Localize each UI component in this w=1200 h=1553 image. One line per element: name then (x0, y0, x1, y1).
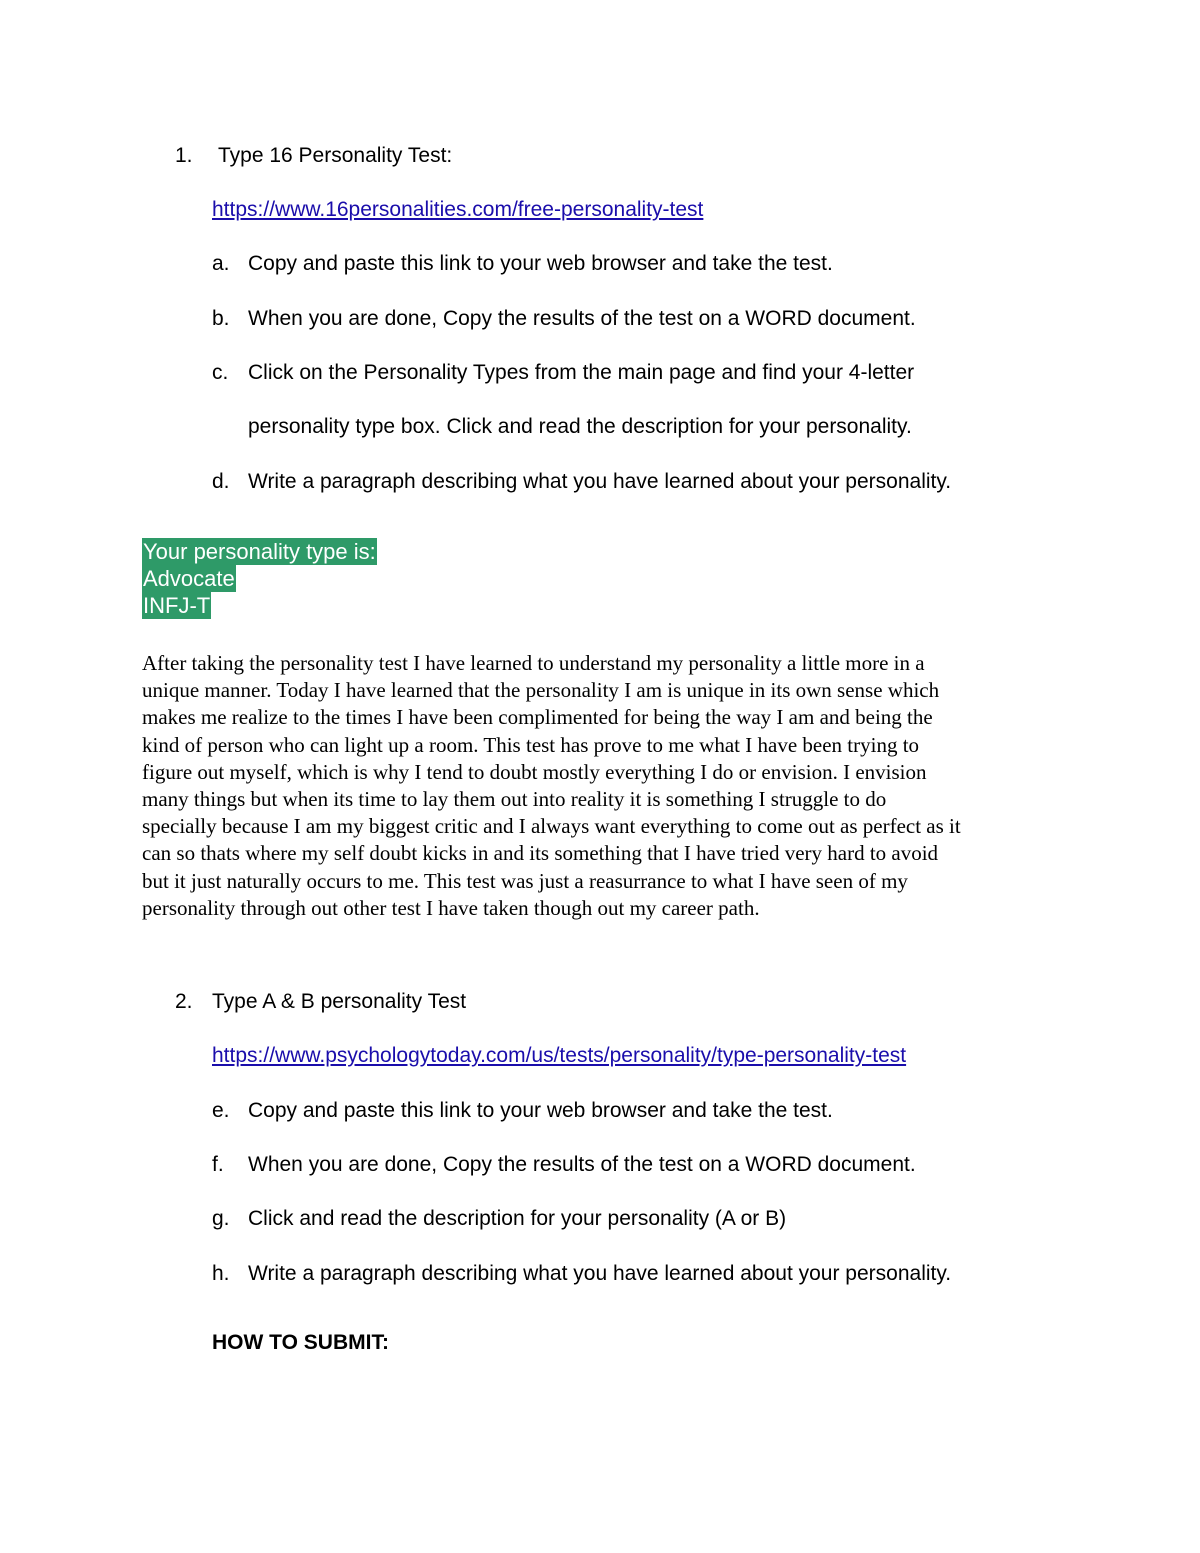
step-letter-a: a. (212, 252, 230, 275)
paragraph-line: After taking the personality test I have learned to understand my personality a little more in a (142, 651, 925, 675)
step-letter-f: f. (212, 1153, 224, 1176)
paragraph-line: but it just naturally occurs to me. This test was just a reasurrance to what I have seen of my (142, 868, 908, 893)
step-text-a: Copy and paste this link to your web browser and take the test. (248, 252, 833, 275)
paragraph-line: unique manner. Today I have learned that the personality I am is unique in its own sense which (142, 678, 940, 703)
step-text-e: Copy and paste this link to your web browser and take the test. (248, 1099, 833, 1122)
paragraph-line: specially because I am my biggest critic and I always want everything to come out as perfect as it (142, 814, 961, 839)
step-text-f: When you are done, Copy the results of the test on a WORD document. (248, 1153, 916, 1176)
step-letter-b: b. (212, 307, 230, 330)
paragraph-line: kind of person who can light up a room. This test has prove to me what I have been trying to (142, 732, 920, 757)
result-heading: Your personality type is: (143, 539, 376, 564)
step-text-c-continued: personality type box. Click and read the description for your personality. (248, 415, 912, 438)
submit-heading: HOW TO SUBMIT: (212, 1331, 389, 1354)
section2-link[interactable]: https://www.psychologytoday.com/us/tests/personality/type-personality-test (212, 1044, 907, 1067)
paragraph-line: personality through out other test I have taken though out my career path. (142, 895, 760, 920)
result-type-code: INFJ-T (143, 593, 211, 618)
paragraph-line: figure out myself, which is why I tend to doubt mostly everything I do or envision. I envision (142, 759, 927, 784)
step-letter-h: h. (212, 1262, 230, 1285)
section2-number: 2. (175, 990, 193, 1013)
section1-number: 1. (175, 144, 193, 167)
result-type-name: Advocate (143, 566, 235, 591)
paragraph-line: many things but when its time to lay them out into reality it is something I struggle to do (142, 787, 887, 812)
paragraph-line: makes me realize to the times I have been complimented for being the way I am and being the (142, 705, 933, 730)
step-text-h: Write a paragraph describing what you have learned about your personality. (248, 1262, 952, 1285)
personality-result (142, 538, 377, 619)
reflection-paragraph (142, 650, 1072, 922)
step-text-c: Click on the Personality Types from the main page and find your 4-letter (248, 361, 915, 384)
section1-title: Type 16 Personality Test: (218, 144, 453, 167)
step-text-d: Write a paragraph describing what you have learned about your personality. (248, 470, 952, 493)
step-letter-e: e. (212, 1099, 230, 1122)
section1-link[interactable]: https://www.16personalities.com/free-personality-test (212, 198, 704, 221)
step-letter-c: c. (212, 361, 229, 384)
section2-title: Type A & B personality Test (212, 990, 467, 1013)
paragraph-line: can so thats where my self doubt kicks in and its something that I have tried very hard to avoid (142, 841, 939, 866)
step-text-b: When you are done, Copy the results of the test on a WORD document. (248, 307, 916, 330)
step-text-g: Click and read the description for your personality (A or B) (248, 1207, 787, 1230)
step-letter-d: d. (212, 470, 230, 493)
step-letter-g: g. (212, 1207, 230, 1230)
